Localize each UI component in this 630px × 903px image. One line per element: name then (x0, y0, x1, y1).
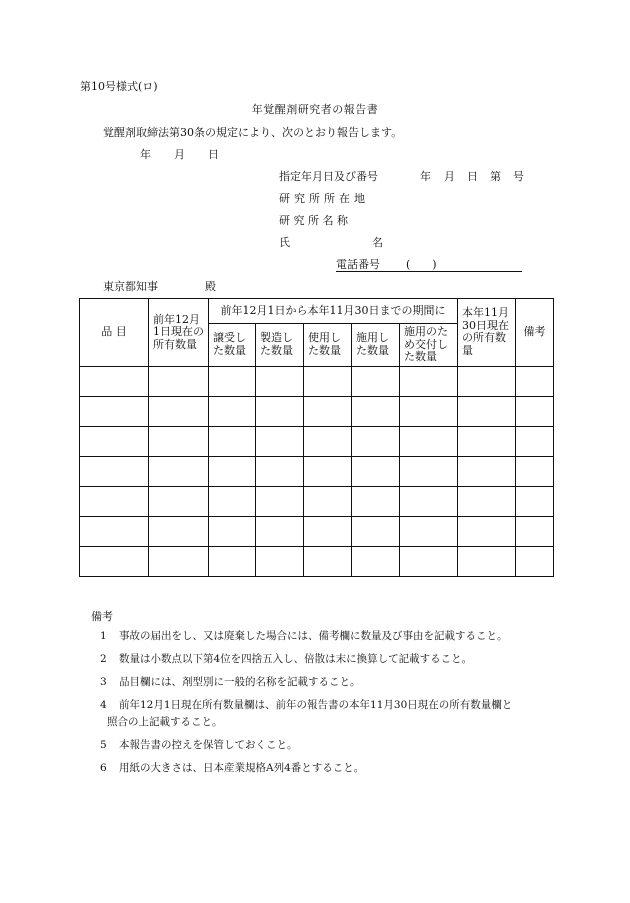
table-cell[interactable] (80, 396, 149, 426)
col-used-header: 使用した数量 (304, 324, 352, 367)
table-cell[interactable] (209, 396, 256, 426)
col-period-header: 前年12月1日から本年11月30日までの期間に (209, 299, 458, 324)
table-row (80, 456, 554, 486)
note-item (100, 630, 508, 643)
note-item (100, 762, 364, 775)
table-cell[interactable] (400, 366, 458, 396)
table-cell[interactable] (352, 366, 400, 396)
note-item (100, 716, 223, 729)
note-number: 3 (100, 676, 107, 688)
form-number: 第10号様式(ロ) (80, 80, 158, 93)
report-table (79, 298, 554, 577)
table-cell[interactable] (352, 546, 400, 576)
addressee (103, 280, 216, 293)
table-row (80, 366, 554, 396)
table-cell[interactable] (256, 426, 304, 456)
notes-heading: 備考 (91, 610, 113, 623)
note-number: 6 (100, 762, 107, 774)
table-row (80, 516, 554, 546)
note-item (100, 653, 472, 666)
lab-name-label: 研 究 所 名 称 (279, 214, 348, 227)
table-cell[interactable] (516, 516, 554, 546)
table-cell[interactable] (400, 486, 458, 516)
col-delivered-header: 施用のため交付した数量 (400, 324, 458, 367)
table-cell[interactable] (149, 456, 209, 486)
col-prev-holdings-header: 前年12月1日現在の所有数量 (149, 299, 209, 367)
table-cell[interactable] (516, 426, 554, 456)
table-cell[interactable] (209, 516, 256, 546)
table-cell[interactable] (80, 366, 149, 396)
table-cell[interactable] (80, 426, 149, 456)
table-cell[interactable] (209, 366, 256, 396)
note-item (100, 676, 361, 689)
table-cell[interactable] (304, 396, 352, 426)
table-cell[interactable] (458, 486, 516, 516)
table-cell[interactable] (458, 516, 516, 546)
table-cell[interactable] (352, 486, 400, 516)
table-cell[interactable] (256, 486, 304, 516)
table-cell[interactable] (80, 486, 149, 516)
name-label-first: 氏 (279, 236, 290, 249)
table-cell[interactable] (256, 366, 304, 396)
table-cell[interactable] (458, 396, 516, 426)
note-item (100, 739, 298, 752)
date-day-label: 日 (208, 148, 219, 161)
table-cell[interactable] (149, 486, 209, 516)
table-cell[interactable] (256, 516, 304, 546)
table-cell[interactable] (458, 546, 516, 576)
table-cell[interactable] (256, 396, 304, 426)
table-cell[interactable] (352, 426, 400, 456)
table-row (80, 396, 554, 426)
col-remarks-header: 備考 (516, 299, 554, 367)
table-row (80, 486, 554, 516)
col-transferred-header: 譲受した数量 (209, 324, 256, 367)
table-cell[interactable] (352, 516, 400, 546)
table-cell[interactable] (80, 456, 149, 486)
report-table-body (80, 366, 554, 576)
designation-year: 年 (420, 170, 431, 183)
note-text: 本報告書の控えを保管しておくこと。 (119, 739, 298, 751)
table-cell[interactable] (458, 426, 516, 456)
table-cell[interactable] (352, 396, 400, 426)
table-cell[interactable] (516, 456, 554, 486)
table-cell[interactable] (209, 426, 256, 456)
designation-number-suffix: 号 (513, 170, 524, 183)
table-cell[interactable] (149, 396, 209, 426)
note-number: 2 (100, 653, 107, 665)
table-cell[interactable] (149, 516, 209, 546)
table-cell[interactable] (516, 366, 554, 396)
table-cell[interactable] (458, 366, 516, 396)
designation-month: 月 (444, 170, 455, 183)
name-label-second: 名 (372, 236, 383, 249)
table-cell[interactable] (209, 456, 256, 486)
table-cell[interactable] (304, 426, 352, 456)
table-cell[interactable] (80, 516, 149, 546)
designation-number-prefix: 第 (490, 170, 501, 183)
phone-field (336, 258, 522, 272)
note-text: 用紙の大きさは、日本産業規格A列4番とすること。 (119, 762, 365, 774)
col-current-holdings-header: 本年11月30日現在の所有数量 (458, 299, 516, 367)
note-text: 照合の上記載すること。 (107, 716, 223, 728)
table-cell[interactable] (149, 546, 209, 576)
table-cell[interactable] (400, 426, 458, 456)
designation-label: 指定年月日及び番号 (279, 170, 378, 183)
table-cell[interactable] (256, 546, 304, 576)
note-item (100, 699, 512, 712)
col-applied-header: 施用した数量 (352, 324, 400, 367)
note-text: 品目欄には、剤型別に一般的名称を記載すること。 (119, 676, 361, 688)
table-row (80, 546, 554, 576)
table-cell[interactable] (304, 366, 352, 396)
table-cell[interactable] (516, 486, 554, 516)
table-cell[interactable] (400, 456, 458, 486)
table-cell[interactable] (458, 456, 516, 486)
col-manufactured-header: 製造した数量 (256, 324, 304, 367)
phone-label: 電話番号 (336, 258, 380, 271)
intro-text: 覚醒剤取締法第30条の規定により、次のとおり報告します。 (103, 126, 403, 139)
addressee-honorific: 殿 (205, 280, 216, 293)
table-cell[interactable] (256, 456, 304, 486)
note-number: 5 (100, 739, 107, 751)
table-cell[interactable] (352, 456, 400, 486)
addressee-title: 東京都知事 (103, 280, 158, 293)
note-text: 数量は小数点以下第4位を四捨五入し、倍散は末に換算して記載すること。 (119, 653, 473, 665)
document-title: 年覚醒剤研究者の報告書 (251, 103, 379, 116)
table-cell[interactable] (209, 546, 256, 576)
lab-address-label: 研究所所在地 (279, 192, 369, 205)
col-item-header: 品 目 (80, 299, 149, 367)
table-cell[interactable] (400, 396, 458, 426)
note-text: 事故の届出をし、又は廃棄した場合には、備考欄に数量及び事由を記載すること。 (119, 630, 508, 642)
table-cell[interactable] (304, 546, 352, 576)
table-cell[interactable] (304, 456, 352, 486)
table-cell[interactable] (304, 516, 352, 546)
date-year-label: 年 (140, 148, 151, 161)
table-cell[interactable] (516, 396, 554, 426)
table-cell[interactable] (400, 516, 458, 546)
table-cell[interactable] (80, 546, 149, 576)
table-cell[interactable] (149, 366, 209, 396)
date-month-label: 月 (174, 148, 185, 161)
note-text: 前年12月1日現在所有数量欄は、前年の報告書の本年11月30日現在の所有数量欄と (119, 699, 513, 711)
table-cell[interactable] (304, 486, 352, 516)
table-row (80, 426, 554, 456)
note-number: 1 (100, 630, 107, 642)
phone-area-code-parens: ( ) (406, 258, 437, 271)
note-number: 4 (100, 699, 107, 711)
table-cell[interactable] (209, 486, 256, 516)
table-cell[interactable] (149, 426, 209, 456)
designation-day: 日 (467, 170, 478, 183)
table-cell[interactable] (516, 546, 554, 576)
table-cell[interactable] (400, 546, 458, 576)
